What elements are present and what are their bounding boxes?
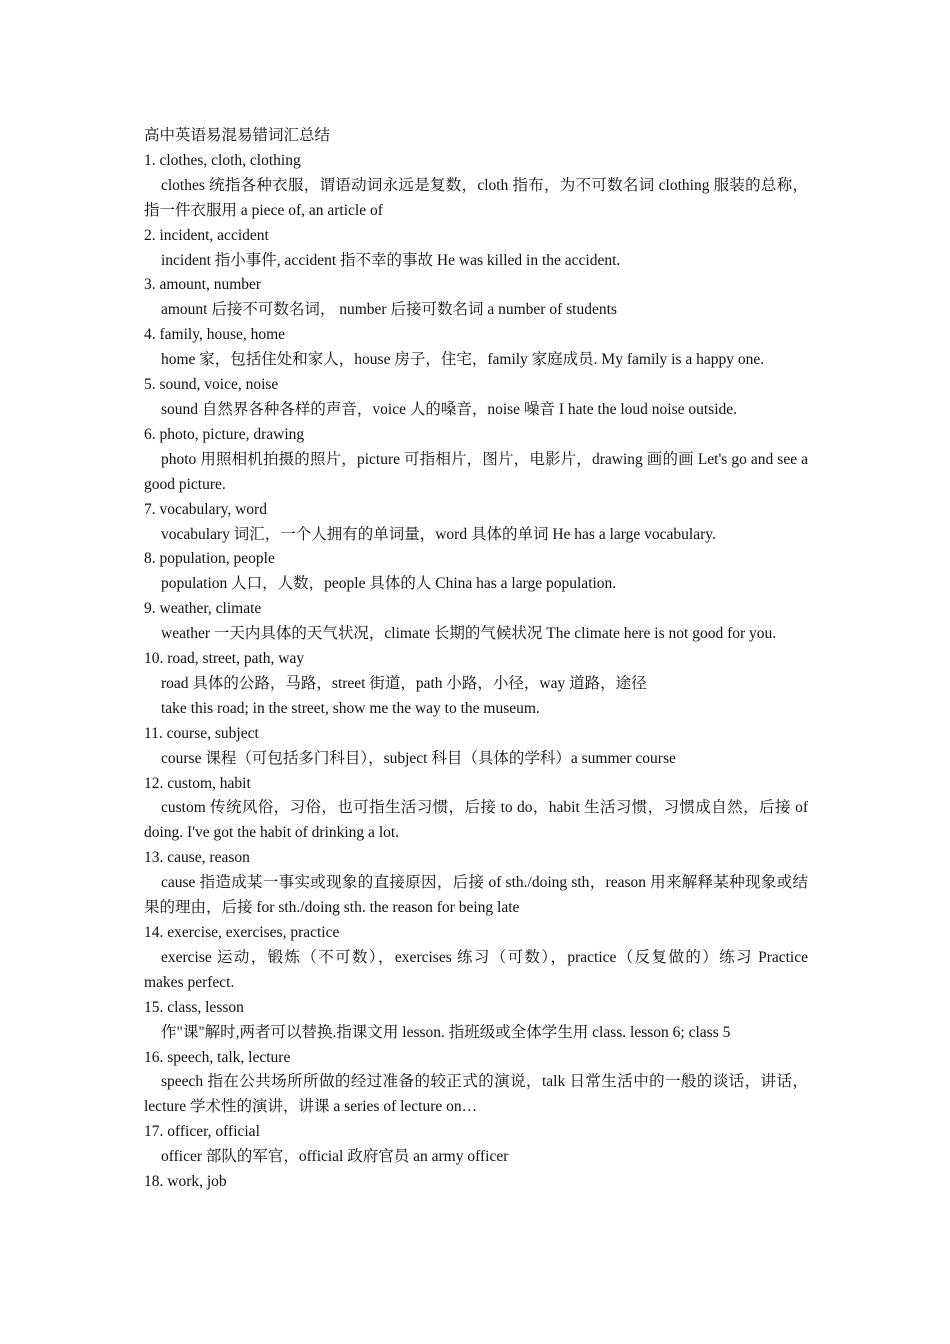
entry — [144, 996, 808, 1046]
entry-explanation: officer 部队的军官，official 政府官员 an army officer — [161, 1148, 509, 1166]
entry-heading: 15. class, lesson — [144, 998, 244, 1016]
entry — [144, 423, 808, 498]
entry — [144, 547, 808, 597]
entry-explanation: course 课程（可包括多门科目），subject 科目（具体的学科）a summer course — [161, 749, 676, 767]
entry-heading: 10. road, street, path, way — [144, 650, 305, 668]
entry-explanation: speech 指在公共场所所做的经过准备的较正式的演说，talk 日常生活中的一般的谈话，讲话，lecture 学术性的演讲，讲课 a series of lecture on… — [144, 1073, 808, 1116]
entry — [144, 597, 808, 647]
entry — [144, 1120, 808, 1170]
entry — [144, 149, 808, 224]
entry-explanation: vocabulary 词汇，一个人拥有的单词量，word 具体的单词 He has a large vocabulary. — [161, 525, 716, 543]
entry-heading: 14. exercise, exercises, practice — [144, 924, 340, 941]
entry-heading: 11. course, subject — [144, 724, 259, 742]
entry-heading: 3. amount, number — [144, 276, 262, 294]
entry — [144, 498, 808, 548]
entry — [144, 373, 808, 423]
entries-list — [144, 149, 808, 1195]
entry-explanation: home 家，包括住处和家人，house 房子，住宅，family 家庭成员. My family is a happy one. — [161, 351, 765, 369]
entry-heading: 2. incident, accident — [144, 226, 269, 244]
entry — [144, 323, 808, 373]
entry-explanation: clothes 统指各种衣服，谓语动词永远是复数，cloth 指布，为不可数名词 clothing 服装的总称，指一件衣服用 a piece of, an article of — [144, 176, 808, 219]
entry-heading: 17. officer, official — [144, 1123, 260, 1141]
entry — [144, 1046, 808, 1121]
entry-heading: 18. work, job — [144, 1173, 227, 1191]
entry — [144, 921, 808, 996]
entry-explanation: weather 一天内具体的天气状况，climate 长期的气候状况 The climate here is not good for you. — [161, 625, 777, 643]
entry — [144, 273, 808, 323]
entry-explanation: photo 用照相机拍摄的照片，picture 可指相片，图片，电影片，drawing 画的画 Let's go and see a good picture. — [144, 450, 808, 493]
entry-explanation: population 人口，人数，people 具体的人 China has a large population. — [161, 575, 617, 593]
entry-heading: 9. weather, climate — [144, 600, 262, 618]
document-title: 高中英语易混易错词汇总结 — [144, 127, 331, 144]
entry — [144, 846, 808, 921]
entry — [144, 772, 808, 847]
entry-explanation: cause 指造成某一事实或现象的直接原因，后接 of sth./doing sth，reason 用来解释某种现象或结果的理由，后接 for sth./doing sth. the reason for being late — [144, 874, 808, 917]
entry-heading: 12. custom, habit — [144, 774, 251, 792]
entry-heading: 4. family, house, home — [144, 326, 286, 344]
entry-heading: 13. cause, reason — [144, 849, 250, 867]
entry — [144, 647, 808, 722]
entry-heading: 1. clothes, cloth, clothing — [144, 151, 301, 169]
entry-explanation: custom 传统风俗，习俗，也可指生活习惯，后接 to do，habit 生活习惯，习惯成自然，后接 of doing. I've got the habit of drinking a lot. — [144, 799, 808, 842]
entry-heading: 6. photo, picture, drawing — [144, 425, 305, 443]
entry-heading: 7. vocabulary, word — [144, 500, 267, 518]
entry-explanation: road 具体的公路，马路，street 街道，path 小路，小径，way 道路，途径 — [161, 674, 647, 692]
entry-explanation: take this road; in the street, show me the way to the museum. — [161, 699, 540, 717]
entry — [144, 722, 808, 772]
entry-heading: 8. population, people — [144, 550, 275, 568]
document-page — [144, 124, 808, 1195]
entry — [144, 1170, 808, 1195]
entry-explanation: exercise 运动，锻炼（不可数），exercises 练习（可数），practice（反复做的）练习 Practice makes perfect. — [144, 948, 808, 991]
entry-explanation: incident 指小事件, accident 指不幸的事故 He was killed in the accident. — [161, 251, 621, 269]
entry — [144, 224, 808, 274]
entry-explanation: amount 后接不可数名词， number 后接可数名词 a number of students — [161, 301, 617, 319]
entry-explanation: 作"课"解时,两者可以替换.指课文用 lesson. 指班级或全体学生用 class. lesson 6; class 5 — [161, 1023, 731, 1041]
entry-heading: 5. sound, voice, noise — [144, 376, 279, 394]
entry-explanation: sound 自然界各种各样的声音，voice 人的嗓音，noise 噪音 I hate the loud noise outside. — [161, 400, 738, 418]
entry-heading: 16. speech, talk, lecture — [144, 1048, 291, 1066]
